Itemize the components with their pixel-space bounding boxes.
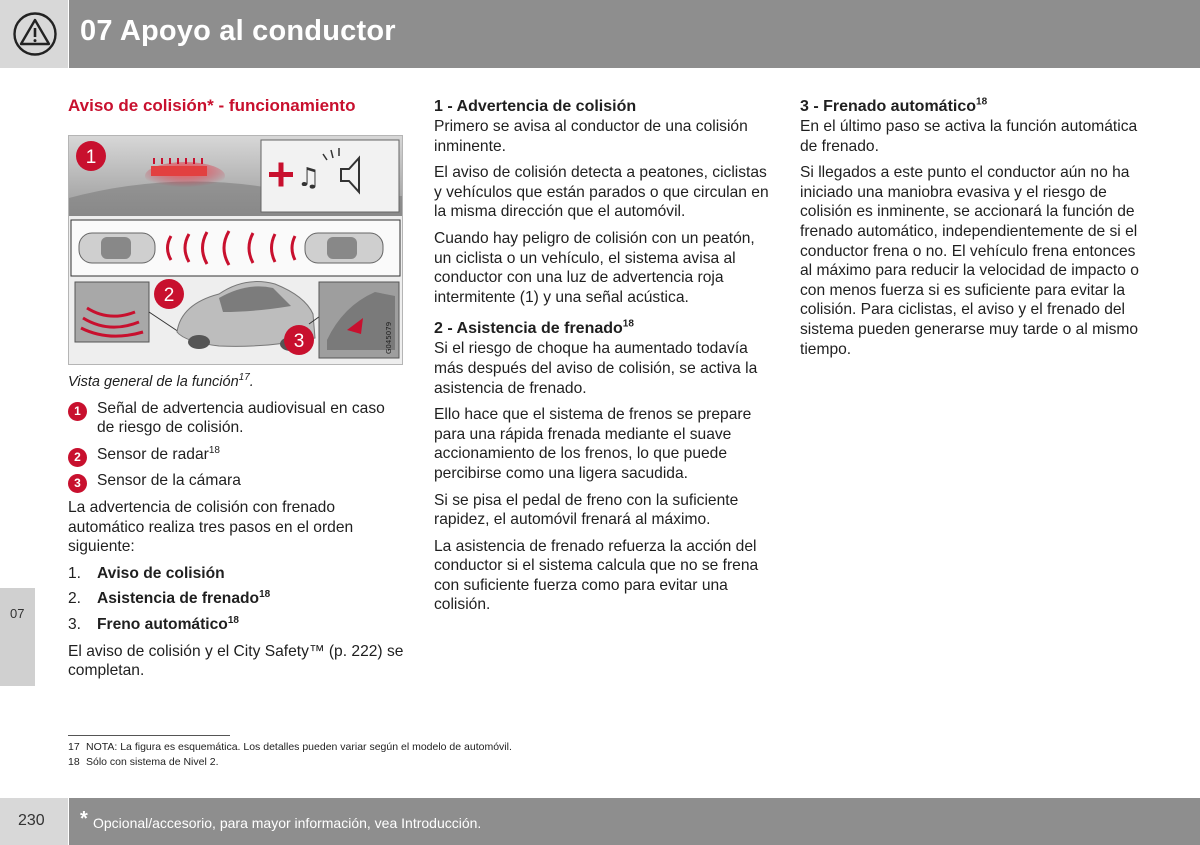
footnote-number: 17 bbox=[68, 741, 80, 753]
svg-text:3: 3 bbox=[293, 331, 305, 352]
subheading-text: 2 - Asistencia de frenado bbox=[434, 320, 623, 338]
footnote bbox=[68, 740, 512, 755]
step-text: Freno automático bbox=[97, 615, 228, 633]
subheading-text: 1 - Advertencia de colisión bbox=[434, 98, 637, 115]
step-item bbox=[68, 615, 404, 635]
step-item bbox=[68, 589, 404, 609]
page-title: 07 Apoyo al conductor bbox=[80, 15, 396, 47]
callout-number: 3 bbox=[68, 474, 87, 493]
chapter-tab-label: 07 bbox=[10, 606, 25, 621]
step-sup: 18 bbox=[259, 589, 271, 601]
column-2 bbox=[434, 97, 774, 622]
svg-text:2: 2 bbox=[163, 285, 175, 306]
section-title: Aviso de colisión* - funcionamiento bbox=[68, 96, 356, 115]
paragraph: Si se pisa el pedal de freno con la suficiente rapidez, el automóvil frenará al máximo. bbox=[434, 491, 739, 529]
callout-sup: 18 bbox=[208, 444, 220, 456]
subheading-collision-warning bbox=[434, 97, 774, 117]
paragraph: Ello hace que el sistema de frenos se prepare para una rápida frenada mediante el suave accionamiento de los frenos, lo que puede percibirse como una ligera sacudida. bbox=[434, 406, 752, 482]
paragraph: En el último paso se activa la función automática de frenado. bbox=[800, 118, 1138, 155]
callout-badge-2 bbox=[154, 279, 184, 309]
figure-illustration bbox=[69, 136, 403, 365]
paragraph: Primero se avisa al conductor de una colisión inminente. bbox=[434, 118, 748, 155]
step-number: 1. bbox=[68, 564, 82, 582]
subheading-text: 3 - Frenado automático bbox=[800, 98, 977, 115]
callout-badge-3 bbox=[284, 325, 314, 355]
callout-number: 1 bbox=[68, 402, 87, 421]
subheading-brake-assist bbox=[434, 319, 774, 339]
caption-text: Vista general de la función bbox=[68, 374, 239, 390]
subheading-sup: 18 bbox=[976, 96, 988, 108]
paragraph: La asistencia de frenado refuerza la acción del conductor si el sistema calcula que no se frena con suficiente fuerza como para evitar una colisión. bbox=[434, 537, 759, 614]
step-text: Asistencia de frenado bbox=[97, 590, 260, 608]
caption-ref: 17 bbox=[238, 372, 250, 384]
caption-end: . bbox=[249, 374, 254, 390]
music-note-icon: ♫ bbox=[297, 163, 321, 193]
step-sup: 18 bbox=[227, 614, 239, 626]
footnote bbox=[68, 755, 512, 770]
callout-list bbox=[68, 399, 404, 491]
footnotes bbox=[68, 740, 512, 769]
car-top-view-icon bbox=[79, 233, 155, 263]
callout-text: Sensor de la cámara bbox=[97, 472, 241, 490]
footnote-text: NOTA: La figura es esquemática. Los detalles pueden variar según el modelo de automóvil. bbox=[86, 741, 512, 753]
page-number: 230 bbox=[18, 812, 45, 829]
callout-text: Señal de advertencia audiovisual en caso de riesgo de colisión. bbox=[97, 399, 385, 437]
callout-item bbox=[68, 399, 404, 438]
step-text: Aviso de colisión bbox=[97, 564, 225, 582]
header-icon-box bbox=[0, 0, 68, 68]
svg-text:1: 1 bbox=[85, 147, 97, 168]
figure-caption bbox=[68, 373, 404, 393]
intro-paragraph: La advertencia de colisión con frenado automático realiza tres pasos en el orden siguiente: bbox=[68, 498, 354, 556]
step-item bbox=[68, 564, 404, 584]
subheading-auto-braking bbox=[800, 97, 1140, 117]
footnote-text: Sólo con sistema de Nivel 2. bbox=[86, 755, 219, 768]
step-number: 2. bbox=[68, 590, 82, 608]
steps-list bbox=[68, 564, 404, 635]
callout-number: 2 bbox=[68, 448, 87, 467]
footer-star: * bbox=[80, 808, 88, 830]
paragraph: Cuando hay peligro de colisión con un peatón, un ciclista o un vehículo, el sistema avisa al conductor con una luz de advertencia roja intermitente (1) y una señal acústica. bbox=[434, 229, 755, 306]
step-number: 3. bbox=[68, 615, 82, 633]
car-top-view-icon bbox=[305, 233, 383, 263]
paragraph: Si el riesgo de choque ha aumentado todavía más después del aviso de colisión, se activa la asistencia de frenado. bbox=[434, 340, 758, 397]
subheading-sup: 18 bbox=[622, 319, 634, 331]
warning-triangle-icon bbox=[12, 11, 58, 57]
callout-text: Sensor de radar bbox=[97, 445, 209, 463]
chapter-tab bbox=[0, 588, 35, 686]
column-3 bbox=[800, 97, 1140, 366]
footnote-divider bbox=[68, 735, 230, 736]
footer-note: Opcional/accesorio, para mayor información, vea Introducción. bbox=[93, 815, 482, 831]
paragraph: Si llegados a este punto el conductor aún no ha iniciado una maniobra evasiva y el riesgo de colisión es inminente, se accionará la función de frenado automático, independientemente de si el conductor frena o no. El vehículo frena entonces al máximo para reducir la velocidad de impacto o con menos fuerza si es suficiente para evitar la colisión. Para ciclistas, el aviso y el frenado del sistema pueden generarse muy tarde o al mismo tiempo. bbox=[800, 164, 1139, 358]
paragraph: El aviso de colisión detecta a peatones, ciclistas y vehículos que están parados o que circulan en la misma dirección que el automóvil. bbox=[434, 164, 769, 221]
function-overview-figure bbox=[68, 135, 403, 365]
callout-badge-1 bbox=[76, 141, 106, 171]
footnote-number: 18 bbox=[68, 755, 80, 768]
callout-item bbox=[68, 471, 404, 491]
figure-code: G045079 bbox=[385, 321, 393, 354]
callout-item bbox=[68, 445, 404, 465]
outro-paragraph: El aviso de colisión y el City Safety™ (p. 222) se completan. bbox=[68, 642, 404, 680]
column-1 bbox=[68, 95, 404, 688]
